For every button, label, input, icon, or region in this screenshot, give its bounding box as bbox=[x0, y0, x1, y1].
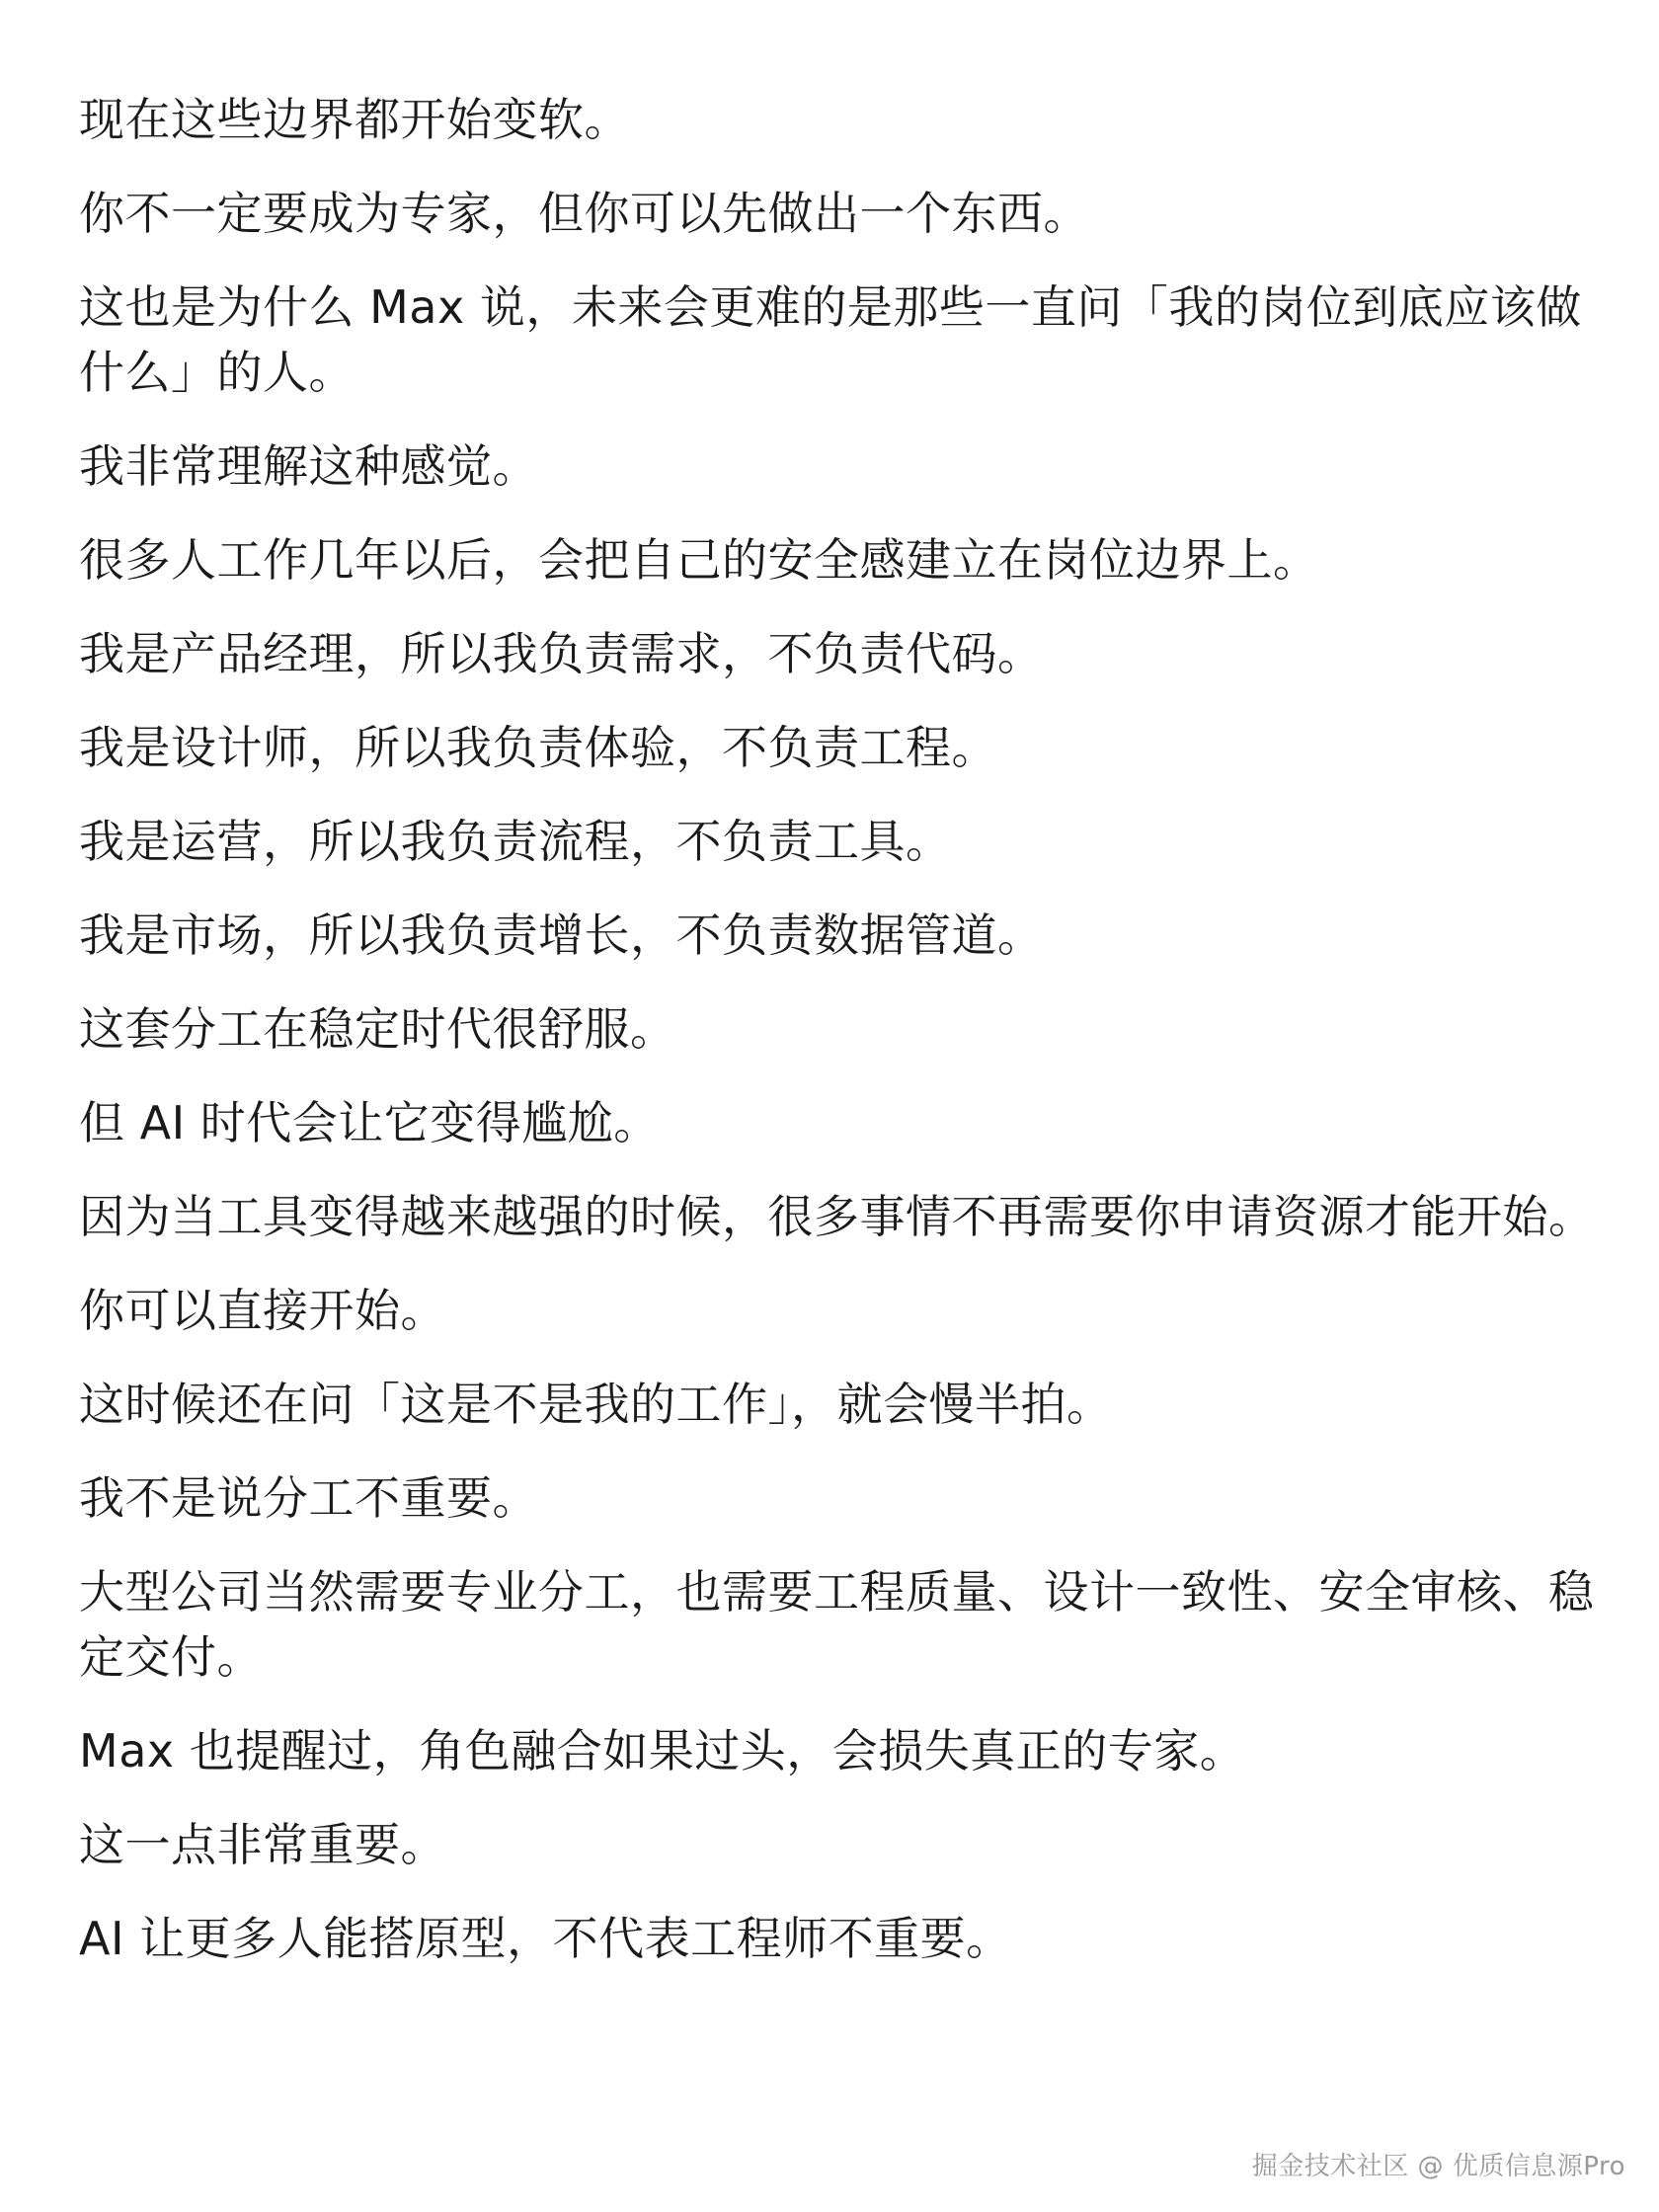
paragraph: 我是设计师，所以我负责体验，不负责工程。 bbox=[79, 721, 997, 774]
paragraph: 这时候还在问「这是不是我的工作」，就会慢半拍。 bbox=[79, 1378, 1113, 1431]
paragraph: 你不一定要成为专家，但你可以先做出一个东西。 bbox=[79, 187, 1089, 240]
paragraph: 我是运营，所以我负责流程，不负责工具。 bbox=[79, 815, 952, 868]
paragraph: 我非常理解这种感觉。 bbox=[79, 439, 538, 493]
paragraph: 因为当工具变得越来越强的时候，很多事情不再需要你申请资源才能开始。 bbox=[79, 1190, 1595, 1243]
article-body bbox=[79, 87, 1600, 2000]
paragraph: 现在这些边界都开始变软。 bbox=[79, 93, 630, 146]
paragraph: 我是市场，所以我负责增长，不负责数据管道。 bbox=[79, 908, 1044, 962]
source-watermark: 掘金技术社区 @ 优质信息源Pro bbox=[1251, 2152, 1625, 2181]
paragraph: 我是产品经理，所以我负责需求，不负责代码。 bbox=[79, 627, 1044, 680]
paragraph: AI 让更多人能搭原型，不代表工程师不重要。 bbox=[79, 1912, 1012, 1965]
paragraph: 这套分工在稳定时代很舒服。 bbox=[79, 1002, 676, 1056]
paragraph: 大型公司当然需要专业分工，也需要工程质量、设计一致性、安全审核、稳定交付。 bbox=[79, 1565, 1595, 1684]
paragraph: 很多人工作几年以后，会把自己的安全感建立在岗位边界上。 bbox=[79, 533, 1319, 587]
paragraph: 这也是为什么 Max 说，未来会更难的是那些一直问「我的岗位到底应该做什么」的人。 bbox=[79, 280, 1582, 399]
paragraph: 这一点非常重要。 bbox=[79, 1818, 446, 1871]
paragraph: Max 也提醒过，角色融合如果过头，会损失真正的专家。 bbox=[79, 1724, 1246, 1778]
paragraph: 你可以直接开始。 bbox=[79, 1284, 446, 1337]
paragraph: 我不是说分工不重要。 bbox=[79, 1471, 538, 1525]
paragraph: 但 AI 时代会让它变得尴尬。 bbox=[79, 1096, 660, 1149]
